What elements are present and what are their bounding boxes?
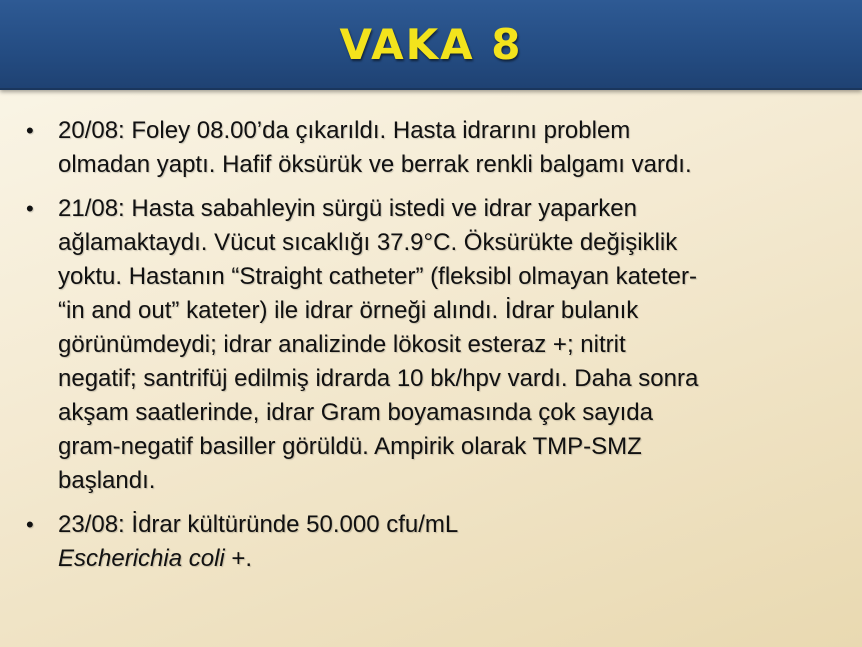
bullet-line: görünümdeydi; idrar analizinde lökosit esteraz +; nitrit <box>58 331 626 358</box>
bullet-list <box>26 114 838 586</box>
bullet-item-3 <box>26 508 838 576</box>
bullet-line: 21/08: Hasta sabahleyin sürgü istedi ve idrar yaparken <box>58 195 637 222</box>
bullet-line: olmadan yaptı. Hafif öksürük ve berrak renkli balgamı vardı. <box>58 151 692 178</box>
bullet-line-organism <box>58 542 838 576</box>
bullet-line: “in and out” kateter) ile idrar örneği alındı. İdrar bulanık <box>58 297 639 324</box>
bullet-line: negatif; santrifüj edilmiş idrarda 10 bk/hpv vardı. Daha sonra <box>58 365 699 392</box>
bullet-icon: • <box>26 196 34 221</box>
bullet-line: 23/08: İdrar kültüründe 50.000 cfu/mL <box>58 511 459 538</box>
bullet-line: akşam saatlerinde, idrar Gram boyamasında çok sayıda <box>58 399 653 426</box>
bullet-icon: • <box>26 118 34 143</box>
organism-name: Escherichia coli <box>58 545 225 572</box>
bullet-line: başlandı. <box>58 467 156 494</box>
bullet-line: gram-negatif basiller görüldü. Ampirik olarak TMP-SMZ <box>58 433 642 460</box>
bullet-item-2 <box>26 192 838 498</box>
bullet-line: yoktu. Hastanın “Straight catheter” (fleksibl olmayan kateter- <box>58 263 697 290</box>
bullet-item-1 <box>26 114 838 182</box>
bullet-icon: • <box>26 512 34 537</box>
title-bar <box>0 0 862 90</box>
bullet-line: 20/08: Foley 08.00’da çıkarıldı. Hasta idrarını problem <box>58 117 631 144</box>
bullet-line: ağlamaktaydı. Vücut sıcaklığı 37.9°C. Öksürükte değişiklik <box>58 229 678 256</box>
slide-title: VAKA 8 <box>339 20 523 69</box>
organism-suffix: +. <box>224 545 253 572</box>
